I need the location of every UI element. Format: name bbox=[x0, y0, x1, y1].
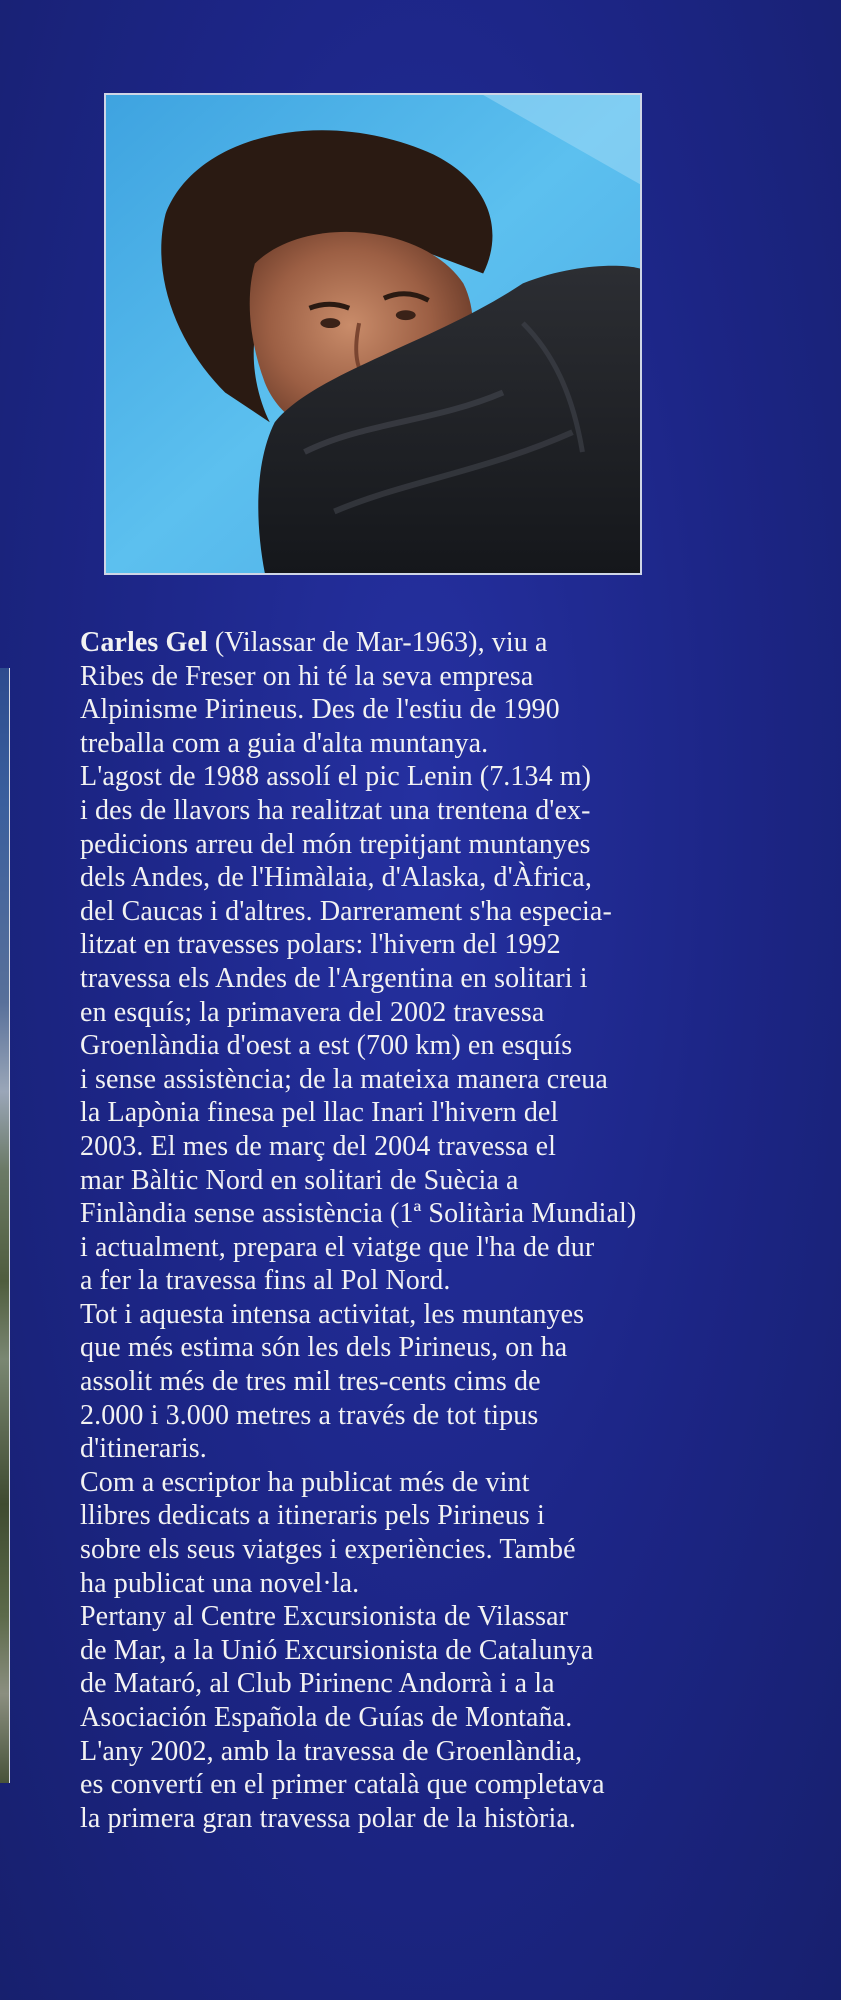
bio-line-15: la Lapònia finesa pel llac Inari l'hivern del bbox=[80, 1097, 559, 1129]
bio-line-4: treballa com a guia d'alta muntanya. bbox=[80, 727, 489, 759]
bio-line-36: la primera gran travessa polar de la història. bbox=[80, 1802, 576, 1834]
bio-line-9: del Caucas i d'altres. Darrerament s'ha especia- bbox=[80, 895, 612, 927]
author-portrait-image bbox=[106, 95, 640, 573]
bio-line-2: Ribes de Freser on hi té la seva empresa bbox=[80, 660, 534, 692]
bio-line-22: que més estima són les dels Pirineus, on ha bbox=[80, 1332, 568, 1364]
bio-line-21: Tot i aquesta intensa activitat, les muntanyes bbox=[80, 1298, 585, 1330]
bio-line-28: sobre els seus viatges i experiències. També bbox=[80, 1534, 576, 1566]
bio-line-27: llibres dedicats a itineraris pels Pirineus i bbox=[80, 1500, 545, 1532]
bio-line-19: i actualment, prepara el viatge que l'ha de dur bbox=[80, 1231, 595, 1263]
bio-line-16: 2003. El mes de març del 2004 travessa el bbox=[80, 1130, 557, 1162]
bio-line-24: 2.000 i 3.000 metres a través de tot tipus bbox=[80, 1399, 539, 1431]
bio-line-26: Com a escriptor ha publicat més de vint bbox=[80, 1466, 530, 1498]
bio-line-13: Groenlàndia d'oest a est (700 km) en esquís bbox=[80, 1030, 573, 1062]
bio-line-11: travessa els Andes de l'Argentina en solitari i bbox=[80, 962, 588, 994]
bio-line-31: de Mar, a la Unió Excursionista de Catalunya bbox=[80, 1634, 594, 1666]
bio-line-6: i des de llavors ha realitzat una trentena d'ex- bbox=[80, 794, 591, 826]
bio-line-32: de Mataró, al Club Pirinenc Andorrà i a la bbox=[80, 1668, 555, 1700]
bio-line-3: Alpinisme Pirineus. Des de l'estiu de 1990 bbox=[80, 694, 560, 726]
author-name: Carles Gel bbox=[80, 627, 208, 658]
bio-line-23: assolit més de tres mil tres-cents cims de bbox=[80, 1366, 541, 1398]
bio-line-10: litzat en travesses polars: l'hivern del 1992 bbox=[80, 929, 561, 961]
author-biography bbox=[80, 626, 720, 1835]
bio-line-5: L'agost de 1988 assolí el pic Lenin (7.134 m) bbox=[80, 761, 592, 793]
bio-line-17: mar Bàltic Nord en solitari de Suècia a bbox=[80, 1164, 519, 1196]
bio-line-25: d'itineraris. bbox=[80, 1433, 207, 1465]
bio-line-12: en esquís; la primavera del 2002 travessa bbox=[80, 996, 545, 1028]
author-portrait bbox=[104, 93, 642, 575]
adjacent-cover-edge bbox=[0, 668, 10, 1783]
bio-line-8: dels Andes, de l'Himàlaia, d'Alaska, d'Àfrica, bbox=[80, 862, 592, 894]
bio-line-29: ha publicat una novel·la. bbox=[80, 1567, 360, 1599]
bio-line-1: Carles Gel (Vilassar de Mar-1963), viu a bbox=[80, 627, 548, 658]
bio-line-33: Asociación Española de Guías de Montaña. bbox=[80, 1702, 573, 1733]
bio-line-18: Finlàndia sense assistència (1ª Solitària Mundial) bbox=[80, 1198, 637, 1230]
bio-line-20: a fer la travessa fins al Pol Nord. bbox=[80, 1265, 451, 1297]
biography-text bbox=[80, 626, 720, 1835]
bio-line-14: i sense assistència; de la mateixa manera creua bbox=[80, 1063, 608, 1095]
bio-line-30: Pertany al Centre Excursionista de Vilassar bbox=[80, 1601, 569, 1633]
bio-line-7: pedicions arreu del món trepitjant muntanyes bbox=[80, 828, 591, 860]
bio-line-34: L'any 2002, amb la travessa de Groenlàndia, bbox=[80, 1735, 583, 1767]
bio-line-35: es convertí en el primer català que completava bbox=[80, 1769, 605, 1801]
